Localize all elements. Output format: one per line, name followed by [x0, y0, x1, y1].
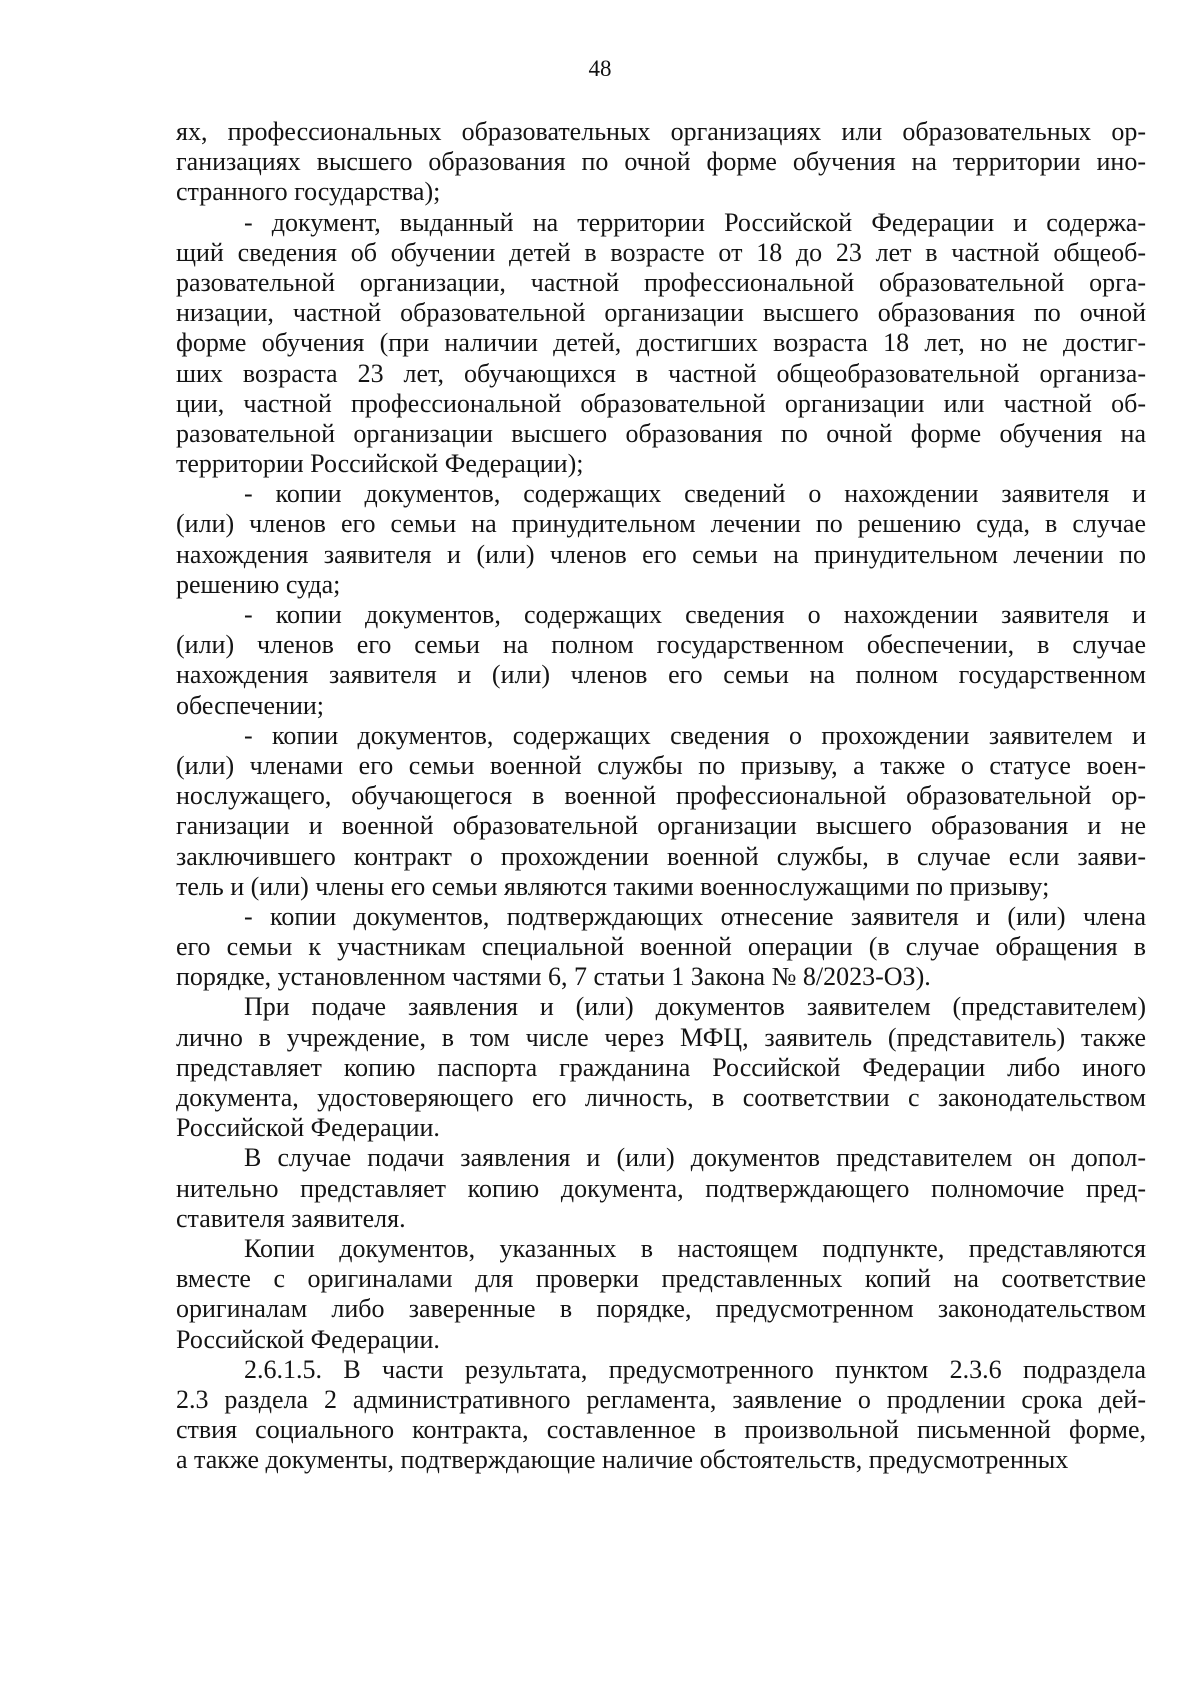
text-line: ганизациях высшего образования по очной форме обучения на территории ино-: [176, 147, 1146, 177]
text-line: тель и (или) члены его семьи являются такими военнослужащими по призыву;: [176, 871, 1050, 901]
text-line: 2.6.1.5. В части результата, предусмотренного пунктом 2.3.6 подраздела: [244, 1354, 1146, 1384]
text-line: Копии документов, указанных в настоящем подпункте, представляются: [244, 1233, 1146, 1263]
text-line: ганизации и военной образовательной организации высшего образования и не: [176, 811, 1146, 841]
text-line: В случае подачи заявления и (или) документов представителем он допол-: [244, 1143, 1146, 1173]
text-line: - копии документов, содержащих сведений о нахождении заявителя и: [244, 479, 1146, 509]
paragraph: [176, 721, 1146, 902]
text-line: Российской Федерации.: [176, 1324, 440, 1354]
text-line: 2.3 раздела 2 административного регламента, заявление о продлении срока дей-: [176, 1384, 1146, 1414]
text-line: щий сведения об обучении детей в возрасте от 18 до 23 лет в частной общеоб-: [176, 237, 1146, 267]
text-line: заключившего контракт о прохождении военной службы, в случае если заяви-: [176, 841, 1146, 871]
text-line: представляет копию паспорта гражданина Российской Федерации либо иного: [176, 1052, 1146, 1082]
paragraph: [176, 479, 1146, 600]
paragraph: [176, 902, 1146, 993]
text-line: порядке, установленном частями 6, 7 статьи 1 Закона № 8/2023-ОЗ).: [176, 962, 931, 992]
text-line: территории Российской Федерации);: [176, 449, 584, 479]
text-line: вместе с оригиналами для проверки представленных копий на соответствие: [176, 1264, 1146, 1294]
text-line: документа, удостоверяющего его личность, в соответствии с законодательством: [176, 1083, 1146, 1112]
text-line: (или) членов его семьи на полном государственном обеспечении, в случае: [176, 630, 1146, 660]
text-line: нительно представляет копию документа, подтверждающего полномочие пред-: [176, 1173, 1146, 1203]
text-line: (или) членов его семьи на принудительном лечении по решению суда, в случае: [176, 509, 1146, 539]
text-line: странного государства);: [176, 177, 441, 207]
text-line: При подаче заявления и (или) документов заявителем (представителем): [244, 992, 1146, 1022]
text-line: - документ, выданный на территории Российской Федерации и содержа-: [244, 207, 1146, 237]
text-line: - копии документов, содержащих сведения о нахождении заявителя и: [244, 600, 1146, 629]
paragraph: [176, 1355, 1146, 1476]
page-number: 48: [588, 56, 612, 81]
text-line: (или) членами его семьи военной службы по призыву, а также о статусе воен-: [176, 750, 1146, 780]
text-line: ставителя заявителя.: [176, 1203, 406, 1233]
paragraph: [176, 600, 1146, 721]
text-line: ших возраста 23 лет, обучающихся в частной общеобразовательной организа-: [176, 358, 1146, 388]
text-line: низации, частной образовательной организации высшего образования по очной: [176, 298, 1146, 328]
text-line: форме обучения (при наличии детей, достигших возраста 18 лет, но не достиг-: [176, 328, 1146, 358]
text-line: разовательной организации высшего образования по очной форме обучения на: [176, 418, 1146, 448]
paragraph: [176, 208, 1146, 480]
paragraph: [176, 1234, 1146, 1355]
text-line: ции, частной профессиональной образовательной организации или частной об-: [176, 388, 1146, 418]
text-line: разовательной организации, частной профессиональной образовательной орга-: [176, 267, 1146, 297]
text-line: нахождения заявителя и (или) членов его семьи на полном государственном: [176, 660, 1146, 690]
text-line: ствия социального контракта, составленное в произвольной письменной форме,: [176, 1415, 1146, 1445]
text-line: его семьи к участникам специальной военной операции (в случае обращения в: [176, 932, 1146, 962]
document-body: [176, 117, 1146, 1475]
text-line: Российской Федерации.: [176, 1113, 440, 1143]
text-line: обеспечении;: [176, 690, 325, 720]
text-line: ях, профессиональных образовательных организациях или образовательных ор-: [176, 117, 1146, 146]
paragraph: [176, 992, 1146, 1143]
text-line: - копии документов, содержащих сведения о прохождении заявителем и: [244, 720, 1146, 750]
text-line: нахождения заявителя и (или) членов его семьи на принудительном лечении по: [176, 539, 1146, 569]
text-line: лично в учреждение, в том числе через МФЦ, заявитель (представитель) также: [176, 1022, 1146, 1052]
paragraph: [176, 1143, 1146, 1234]
text-line: решению суда;: [176, 569, 341, 599]
paragraph: [176, 117, 1146, 208]
text-line: оригиналам либо заверенные в порядке, предусмотренном законодательством: [176, 1294, 1146, 1324]
text-line: - копии документов, подтверждающих отнесение заявителя и (или) члена: [244, 901, 1146, 931]
text-line: а также документы, подтверждающие наличие обстоятельств, предусмотренных: [176, 1445, 1069, 1475]
text-line: нослужащего, обучающегося в военной профессиональной образовательной ор-: [176, 781, 1146, 811]
